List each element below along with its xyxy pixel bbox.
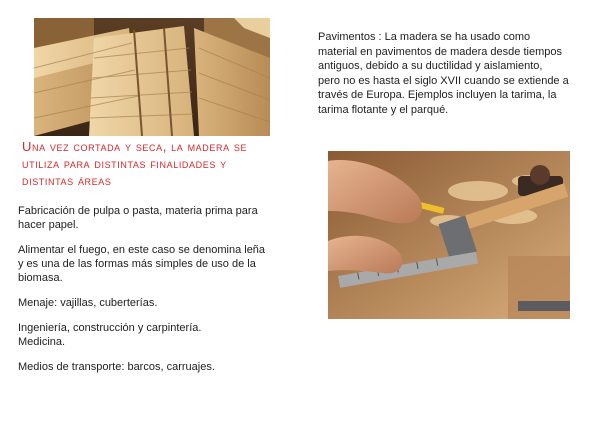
pavimentos-line: pero no es hasta el siglo XVII cuando se extiende a xyxy=(318,74,569,87)
use-fire-line: biomasa. xyxy=(18,272,63,284)
use-fire xyxy=(18,243,286,285)
use-pulp-line: Fabricación de pulpa o pasta, materia prima para xyxy=(18,205,258,217)
pavimentos-line: Pavimentos : La madera se ha usado como xyxy=(318,31,531,43)
pavimentos-line: antiguos, debido a su ductilidad y aislamiento, xyxy=(318,60,543,72)
carpentry-tools-photo xyxy=(328,151,570,319)
use-engineering: Ingeniería, construcción y carpintería. xyxy=(18,322,202,334)
uses-list xyxy=(18,204,286,385)
heading-line: utiliza para distintas finalidades y xyxy=(22,156,227,171)
use-fire-line: Alimentar el fuego, en este caso se denomina leña xyxy=(18,244,266,256)
use-transport: Medios de transporte: barcos, carruajes. xyxy=(18,361,215,373)
use-fire-line: y es una de las formas más simples de uso de la xyxy=(18,258,256,270)
use-pulp-line: hacer papel. xyxy=(18,219,79,231)
pavimentos-line: tarima flotante y el parqué. xyxy=(318,103,449,116)
section-heading xyxy=(22,138,292,189)
use-menaje: Menaje: vajillas, cuberterías. xyxy=(18,297,158,309)
pavimentos-paragraph xyxy=(318,30,586,117)
use-pulp xyxy=(18,204,286,232)
heading-line: Una vez cortada y seca, la madera se xyxy=(22,139,248,154)
lumber-stack-photo xyxy=(34,18,270,136)
pavimentos-line: través de Europa. Ejemplos incluyen la tarima, la xyxy=(318,89,557,101)
heading-line: distintas áreas xyxy=(22,173,112,188)
pavimentos-line: material en pavimentos de madera desde tiempos xyxy=(318,45,562,58)
use-medicine: Medicina. xyxy=(18,336,66,348)
